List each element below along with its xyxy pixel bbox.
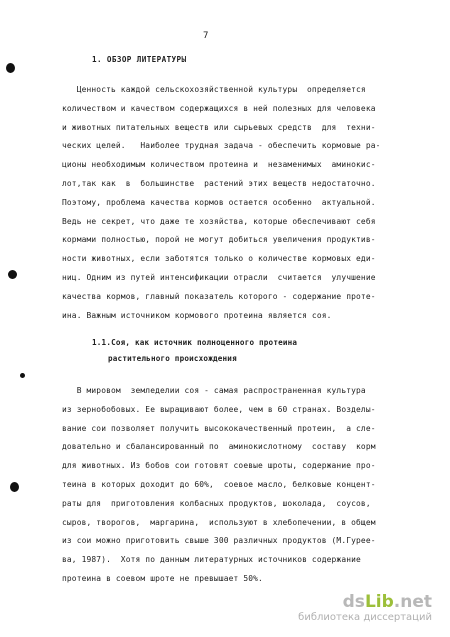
punch-hole-mark — [20, 373, 25, 378]
text-line: протеина в соевом шроте не превышает 50%. — [62, 574, 263, 583]
text-line: Ценность каждой сельскохозяйственной культуры определяется — [62, 85, 366, 94]
text-line: вание сои позволяет получить высококачественный протеин, а сле- — [62, 423, 376, 433]
text-line: теина в которых доходит до 60%, соевое масло, белковые концент- — [62, 480, 376, 489]
text-line: сыров, творогов, маргарина, используют в хлебопечении, в общем — [62, 517, 376, 527]
watermark — [298, 593, 432, 623]
watermark-subtitle: библиотека диссертаций — [298, 612, 432, 623]
text-line: довательно и сбалансированный по аминокислотному составу корм — [62, 442, 376, 452]
text-line: ческих целей. Наиболее трудная задача - обеспечить кормовые ра- — [62, 141, 381, 151]
section-heading: 1. ОБЗОР ЛИТЕРАТУРЫ — [92, 55, 187, 64]
text-line: ина. Важным источником кормового протеина является соя. — [62, 310, 332, 320]
text-line: и животных питательных веществ или сырьевых средств для техни- — [62, 122, 376, 132]
text-line: Поэтому, проблема качества кормов остается особенно актуальной. — [62, 197, 376, 207]
text-line: лот,так как в большинстве растений этих веществ недостаточно. — [62, 179, 376, 188]
text-line: раты для приготовления колбасных продуктов, шоколада, соусов, — [62, 498, 371, 508]
punch-hole-mark — [6, 63, 15, 73]
text-line: из сои можно приготовить свыше 300 различных продуктов (М.Гурее- — [62, 536, 376, 546]
text-line: качества кормов, главный показатель которого - содержание проте- — [62, 291, 376, 301]
page-number: 7 — [203, 31, 209, 41]
text-line: количеством и качеством содержащихся в ней полезных для человека — [62, 103, 376, 113]
text-line: ности животных, если заботятся только о количестве кормовых еди- — [62, 254, 376, 264]
text-line: из зернобобовых. Ее выращивают более, чем в 60 странах. Возделы- — [62, 404, 376, 414]
text-line: В мировом земледелии соя - самая распространенная культура — [62, 386, 366, 395]
text-line: Ведь не секрет, что даже те хозяйства, которые обеспечивают себя — [62, 216, 376, 226]
text-line: ниц. Одним из путей интенсификации отрасли считается улучшение — [62, 273, 376, 282]
punch-hole-mark — [8, 270, 17, 279]
punch-hole-mark — [10, 482, 19, 492]
subsection-heading-line-2: растительного происхождения — [108, 354, 237, 363]
text-line: для животных. Из бобов сои готовят соевые шроты, содержание про- — [62, 461, 376, 471]
watermark-logo: dsLib.net — [342, 592, 432, 612]
subsection-heading-line-1: 1.1.Соя, как источник полноценного протеина — [92, 338, 298, 347]
text-line: ва, 1987). Хотя по данным литературных источников содержание — [62, 555, 361, 565]
text-line: ционы необходимым количеством протеина и незаменимых аминокис- — [62, 160, 376, 170]
text-line: кормами полностью, порой не могут добиться увеличения продуктив- — [62, 235, 376, 245]
